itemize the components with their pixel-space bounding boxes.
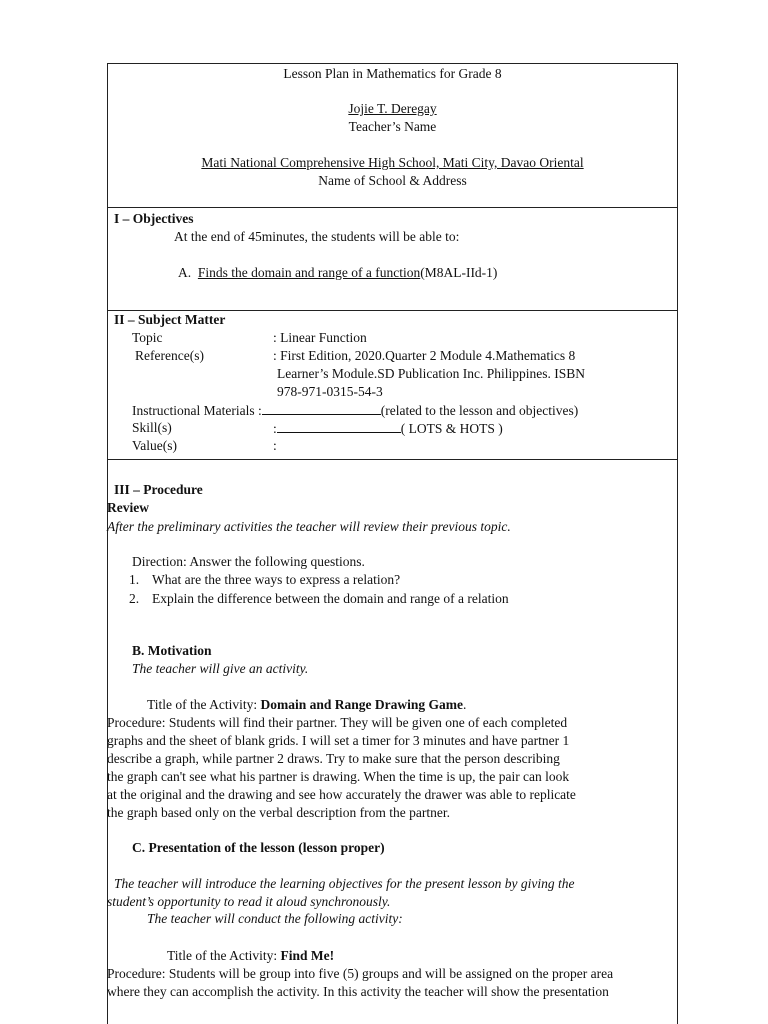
school-address xyxy=(107,155,678,171)
materials-row xyxy=(132,402,578,419)
activity-title-suffix: . xyxy=(463,697,467,712)
presentation-heading: C. Presentation of the lesson (lesson proper) xyxy=(132,840,385,855)
activity-procedure-line: graphs and the sheet of blank grids. I will set a timer for 3 minutes and have partner 1 xyxy=(107,733,570,748)
presentation-text: student’s opportunity to read it aloud synchronously. xyxy=(107,894,391,909)
table-divider xyxy=(107,459,678,460)
value-label: Value(s) xyxy=(132,438,177,453)
skill-row xyxy=(273,420,503,437)
topic-value: : Linear Function xyxy=(273,330,367,345)
objectives-intro: At the end of 45minutes, the students will be able to: xyxy=(174,229,460,244)
objective-code: (M8AL-IId-1) xyxy=(420,265,498,280)
activity-procedure-line: Procedure: Students will find their partner. They will be given one of each completed xyxy=(107,715,568,730)
objective-marker: A. xyxy=(178,265,192,280)
reference-line: : First Edition, 2020.Quarter 2 Module 4.Mathematics 8 xyxy=(273,348,576,363)
objective-text: Finds the domain and range of a function xyxy=(197,265,421,280)
question-number: 1. xyxy=(129,572,140,587)
motivation-text: The teacher will give an activity. xyxy=(132,661,309,676)
school-address-label: Name of School & Address xyxy=(318,173,467,188)
lesson-plan-title: Lesson Plan in Mathematics for Grade 8 xyxy=(283,66,502,81)
activity-procedure-line: Procedure: Students will be group into five (5) groups and will be assigned on the proper area xyxy=(107,966,614,981)
reference-label: Reference(s) xyxy=(135,348,204,363)
activity-procedure-line: describe a graph, while partner 2 draws. Try to make sure that the person describing xyxy=(107,751,560,766)
skill-colon: : xyxy=(273,421,277,436)
activity-procedure-line: where they can accomplish the activity. In this activity the teacher will show the presentation xyxy=(107,984,609,999)
activity-title: Find Me! xyxy=(280,948,335,963)
activity-title-line xyxy=(147,697,466,713)
activity-title-line xyxy=(167,948,334,964)
materials-label: Instructional Materials : xyxy=(132,403,262,418)
motivation-heading: B. Motivation xyxy=(132,643,212,658)
skill-blank xyxy=(277,420,401,433)
review-heading: Review xyxy=(107,500,149,515)
teacher-name-label: Teacher’s Name xyxy=(348,119,437,134)
teacher-name-value: Jojie T. Deregay xyxy=(348,101,437,116)
activity-title-prefix: Title of the Activity: xyxy=(147,697,261,712)
presentation-text: The teacher will conduct the following activity: xyxy=(147,911,403,926)
procedure-heading: III – Procedure xyxy=(114,482,203,497)
review-text: After the preliminary activities the teacher will review their previous topic. xyxy=(107,519,511,534)
activity-procedure-line: the graph can't see what his partner is drawing. When the time is up, the pair can look xyxy=(107,769,570,784)
skill-label: Skill(s) xyxy=(132,420,172,435)
reference-line: 978-971-0315-54-3 xyxy=(277,384,383,399)
presentation-text: The teacher will introduce the learning objectives for the present lesson by giving the xyxy=(114,876,575,891)
table-divider xyxy=(107,310,678,311)
topic-label: Topic xyxy=(132,330,163,345)
skill-suffix: ( LOTS & HOTS ) xyxy=(400,421,503,436)
subject-matter-heading: II – Subject Matter xyxy=(114,312,226,327)
question-number: 2. xyxy=(129,591,140,606)
value-colon: : xyxy=(273,438,277,453)
activity-procedure-line: the graph based only on the verbal description from the partner. xyxy=(107,805,451,820)
table-divider xyxy=(107,207,678,208)
question-text: What are the three ways to express a relation? xyxy=(152,572,401,587)
direction-text: Direction: Answer the following questions. xyxy=(132,554,365,569)
materials-suffix: (related to the lesson and objectives) xyxy=(380,403,579,418)
activity-title-prefix: Title of the Activity: xyxy=(167,948,281,963)
school-address-value: Mati National Comprehensive High School, Mati City, Davao Oriental xyxy=(201,155,584,170)
objective-item xyxy=(178,265,497,281)
objectives-heading: I – Objectives xyxy=(114,211,194,226)
teacher-name xyxy=(107,101,678,117)
activity-title: Domain and Range Drawing Game xyxy=(260,697,464,712)
materials-blank xyxy=(262,402,381,415)
activity-procedure-line: at the original and the drawing and see how accurately the drawer was able to replicate xyxy=(107,787,576,802)
question-text: Explain the difference between the domain and range of a relation xyxy=(152,591,509,606)
reference-line: Learner’s Module.SD Publication Inc. Philippines. ISBN xyxy=(277,366,585,381)
